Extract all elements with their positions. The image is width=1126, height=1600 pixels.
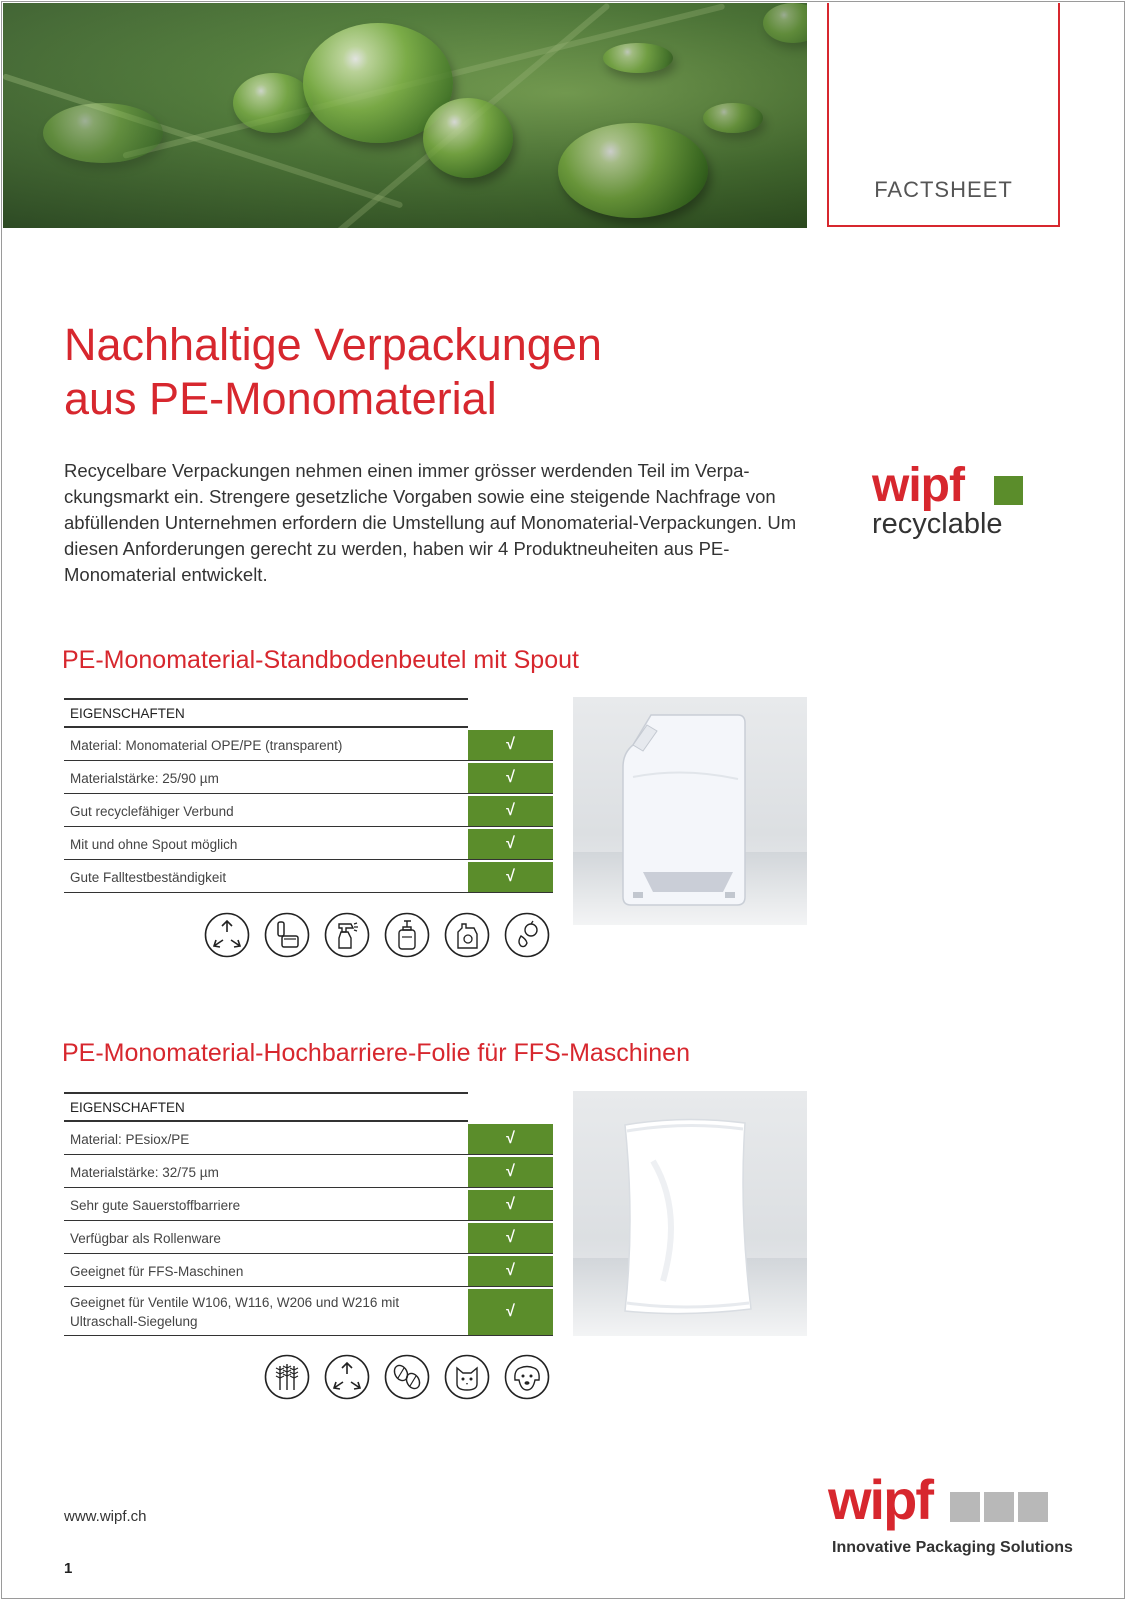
section-1-title: PE-Monomaterial-Standbodenbeutel mit Spout (62, 646, 579, 674)
factsheet-label: FACTSHEET (874, 177, 1013, 202)
table-row (64, 1289, 553, 1336)
page-title (64, 318, 602, 426)
page-number: 1 (64, 1560, 73, 1577)
check-mark-icon: √ (468, 730, 553, 760)
check-mark-icon: √ (468, 1256, 553, 1286)
table-row (64, 1223, 553, 1254)
check-mark-icon: √ (468, 796, 553, 826)
cat-icon (444, 1354, 490, 1400)
table-row (64, 796, 553, 827)
check-mark-icon: √ (468, 862, 553, 892)
wipf-recyclable-brand: wipf (872, 459, 964, 512)
property-text: Materialstärke: 32/75 µm (70, 1164, 219, 1180)
recycle-icon (324, 1354, 370, 1400)
wipf-footer-brand: wipf (828, 1468, 932, 1531)
properties-header: EIGENSCHAFTEN (64, 1092, 468, 1122)
factsheet-box (827, 3, 1060, 227)
wipf-recyclable-logo (872, 459, 1042, 542)
check-mark-icon: √ (468, 1223, 553, 1253)
property-text: Mit und ohne Spout möglich (70, 836, 238, 852)
dog-icon (504, 1354, 550, 1400)
fruit-drop-icon (504, 912, 550, 958)
check-mark-icon: √ (468, 1124, 553, 1154)
wipf-recyclable-subtitle: recyclable (872, 508, 1003, 540)
property-text: Geeignet für Ventile W106, W116, W206 und W216 mit Ultraschall-Siegelung (70, 1295, 400, 1329)
website-link[interactable]: www.wipf.ch (64, 1508, 147, 1525)
property-text: Gut recyclefähiger Verbund (70, 803, 234, 819)
wipf-footer-logo (828, 1468, 1073, 1564)
property-text: Geeignet für FFS-Maschinen (70, 1263, 244, 1279)
recycle-icon (204, 912, 250, 958)
grey-square-icon (950, 1492, 980, 1522)
section-1-application-icons (204, 912, 564, 960)
wipf-tagline: Innovative Packaging Solutions (832, 1539, 1073, 1556)
property-text: Verfügbar als Rollenware (70, 1230, 221, 1246)
food-container-icon (264, 912, 310, 958)
table-row (64, 763, 553, 794)
check-mark-icon: √ (468, 1157, 553, 1187)
check-mark-icon: √ (468, 1289, 553, 1335)
table-row (64, 1190, 553, 1221)
spray-bottle-icon (324, 912, 370, 958)
properties-header: EIGENSCHAFTEN (64, 698, 468, 728)
ffs-film-bag-photo (573, 1091, 807, 1336)
section-2-title: PE-Monomaterial-Hochbarriere-Folie für FFS-Maschinen (62, 1039, 690, 1067)
property-text: Sehr gute Sauerstoffbarriere (70, 1197, 241, 1213)
table-row (64, 1124, 553, 1155)
grey-square-icon (1018, 1492, 1048, 1522)
pump-bottle-icon (384, 912, 430, 958)
check-mark-icon: √ (468, 763, 553, 793)
coffee-beans-icon (384, 1354, 430, 1400)
detergent-bottle-icon (444, 912, 490, 958)
section-2-properties-table (64, 1092, 553, 1336)
table-row (64, 829, 553, 860)
page-title-line2: aus PE-Monomaterial (64, 373, 497, 424)
green-square-icon (994, 476, 1023, 505)
table-row (64, 1157, 553, 1188)
table-row (64, 730, 553, 761)
property-text: Material: PEsiox/PE (70, 1131, 190, 1147)
intro-paragraph: Recycelbare Verpackungen nehmen einen immer grösser werdenden Teil im Verpa-ckungsmarkt ein. Strengere gesetzliche Vorgaben sowie eine steigende Nachfrage von abfüllenden Unternehmen erfordern die Umstellung auf Monomaterial-Verpackungen. Um diesen Anforderungen gerecht zu werden, haben wir 4 Produktneuheiten aus PE-Monomaterial entwickelt. (64, 460, 797, 585)
check-mark-icon: √ (468, 1190, 553, 1220)
page-title-line1: Nachhaltige Verpackungen (64, 319, 602, 370)
section-2-application-icons (264, 1354, 564, 1402)
table-row (64, 862, 553, 893)
table-row (64, 1256, 553, 1287)
check-mark-icon: √ (468, 829, 553, 859)
property-text: Material: Monomaterial OPE/PE (transparent) (70, 737, 343, 753)
grain-icon (264, 1354, 310, 1400)
spout-pouch-photo (573, 697, 807, 925)
section-1-properties-table (64, 698, 553, 893)
grey-square-icon (984, 1492, 1014, 1522)
hero-image (3, 3, 807, 228)
property-text: Gute Falltestbeständigkeit (70, 869, 227, 885)
property-text: Materialstärke: 25/90 µm (70, 770, 219, 786)
